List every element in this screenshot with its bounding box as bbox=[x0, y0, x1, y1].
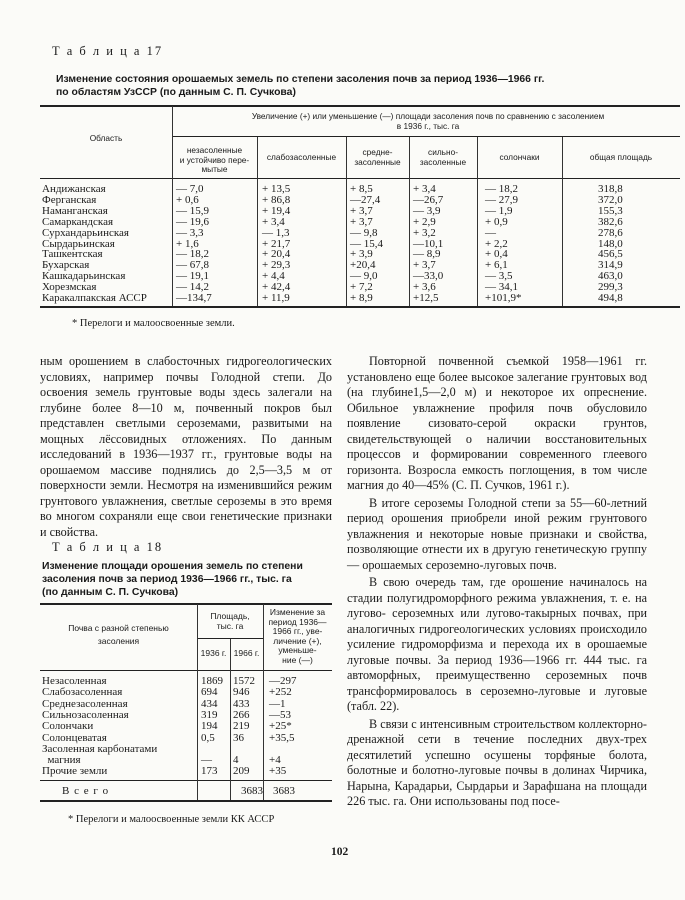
table18-row bbox=[40, 766, 332, 777]
table17-cell: —26,7 bbox=[413, 193, 444, 206]
table17-cell: 299,3 bbox=[598, 281, 623, 294]
table17-col-header: средне- засоленные bbox=[354, 147, 401, 167]
table17-cell: — 15,4 bbox=[350, 237, 383, 250]
table18-cell: 1869 bbox=[201, 675, 223, 687]
table17-cell: + 8,9 bbox=[350, 292, 373, 304]
table17-header-rule bbox=[40, 178, 680, 179]
table17-region-name: Ташкентская bbox=[42, 248, 103, 261]
table18-label: Т а б л и ц а 18 bbox=[52, 540, 164, 554]
table18-footnote: * Перелоги и малоосвоенные земли КК АССР bbox=[68, 814, 275, 825]
table18-total-label: В с е г о bbox=[62, 785, 110, 797]
table17-footnote: * Перелоги и малоосвоенные земли. bbox=[72, 318, 235, 329]
table18-cell: 434 bbox=[201, 697, 218, 710]
table17-row bbox=[40, 217, 680, 228]
table18-caption-line1: Изменение площади орошения земель по степени bbox=[42, 561, 303, 572]
table17-head-group-line2: в 1936 г., тыс. га bbox=[396, 121, 460, 131]
table17-cell: +20,4 bbox=[350, 259, 376, 272]
table17-cell: + 11,9 bbox=[262, 292, 290, 304]
table18-soil-name: Сильнозасоленная bbox=[42, 708, 129, 721]
table17-cell: — 1,9 bbox=[485, 204, 513, 217]
table17-cell: — 14,2 bbox=[176, 281, 209, 294]
table17-region-name: Ферганская bbox=[42, 193, 97, 206]
table18-head-year-1936: 1936 г. bbox=[200, 648, 227, 658]
table17-cell: 314,9 bbox=[598, 259, 623, 272]
table17-col-header: незасоленные и устойчиво пере- мытые bbox=[179, 145, 250, 174]
table18-cell: — bbox=[201, 754, 212, 767]
table17-region-name: Хорезмская bbox=[42, 281, 97, 294]
table18-caption-line3: (по данным С. П. Сучкова) bbox=[42, 587, 179, 598]
table17-cell: 456,5 bbox=[598, 248, 623, 261]
table18-cell: +252 bbox=[269, 686, 292, 699]
table18-cell: 219 bbox=[233, 720, 250, 733]
table18-cell: 173 bbox=[201, 765, 218, 778]
table17-cell: — 3,9 bbox=[413, 204, 441, 217]
table17-head-region: Область bbox=[89, 133, 123, 143]
table17-row bbox=[40, 228, 680, 239]
table17-cell: + 13,5 bbox=[262, 183, 291, 195]
paragraph: Повторной почвенной съемкой 1958—1961 гг. установлено еще более высокое залегание грунтовых вод (на глубине1,5—2,0 м) и некоторое их опреснение. Обильное увлажнение профиля почв обусловило появление сизовато-серой окраски грунтов, свидетельствующей о наличии восстановительных процессов и формировании современного глеевого горизонта. Возросла емкость поглощения, в том числе магния до 40—45% (С. П. Сучков, 1961 г.). bbox=[347, 354, 647, 492]
table17-col-header: общая площадь bbox=[589, 152, 653, 162]
table17-cell: + 3,7 bbox=[350, 204, 373, 217]
table17-cell: + 0,6 bbox=[176, 193, 199, 206]
table18-cell: 694 bbox=[201, 686, 218, 699]
table17-row bbox=[40, 195, 680, 206]
table18-caption-line2: засоления почв за период 1936—1966 гг., тыс. га bbox=[42, 574, 292, 585]
table18-row bbox=[40, 721, 332, 732]
table18-head-area: Площадь, тыс. га bbox=[210, 611, 250, 631]
table17-cell: — 27,9 bbox=[485, 193, 518, 206]
table18-cell: +35,5 bbox=[269, 731, 295, 744]
table17-cell: + 3,7 bbox=[350, 215, 373, 228]
table18-total-row bbox=[40, 786, 332, 797]
table17-cell: — 19,6 bbox=[176, 215, 209, 228]
table17-cell: + 21,7 bbox=[262, 237, 291, 250]
table17-cell: + 6,1 bbox=[485, 259, 508, 272]
table17-region-name: Наманганская bbox=[42, 204, 108, 217]
table18-head-soil: Почва с разной степенью засоления bbox=[68, 623, 169, 646]
table17-row bbox=[40, 206, 680, 217]
left-column-text: ным орошением в слабосточных гидрогеологических условиях, например почвы Голодной степи. До освоения земель грунтовые воды здесь залегали на глубине более 8—10 м, почвенный покров был представлен светлыми сероземами, развитыми на мощных лёссовидных отложениях. По данным исследований в 1936—1937 гг., грунтовые воды на орошаемом массиве поднялись до 2,5—3,5 м от поверхности земли. Несмотря на изменившийся режим грунтового увлажнения, светлые сероземы в это время во многом сохраняли еще свои генетические признаки и свойства. bbox=[40, 354, 332, 539]
table17-cell: 278,6 bbox=[598, 226, 623, 239]
paragraph: В свою очередь там, где орошение начиналось на стадии полугидроморфного режима увлажнения, т. е. на лугово- сероземных или лугово-такырных почвах, при аналогичных гидрогеологических условиях происходило усиление гидроморфизма и перехода их в орошаемые луговые почвы. За период 1936—1966 гг. 444 тыс. га автоморфных, преимущественно сероземных почв трансформировалось в сероземно-луговые и луговые (табл. 22). bbox=[347, 575, 647, 713]
table17-label: Т а б л и ц а 17 bbox=[52, 44, 164, 58]
table17-top-rule bbox=[40, 105, 680, 107]
table17-cell: —134,7 bbox=[176, 292, 212, 304]
table17-cell: — 15,9 bbox=[176, 204, 209, 217]
table17-cell: + 20,4 bbox=[262, 248, 291, 261]
table17-row bbox=[40, 293, 680, 304]
table17-cell: + 1,6 bbox=[176, 237, 199, 250]
table17-cell: — 9,0 bbox=[350, 270, 378, 283]
table17-cell: — 34,1 bbox=[485, 281, 518, 294]
table17-cell: —10,1 bbox=[413, 237, 444, 250]
table17-bottom-rule bbox=[40, 306, 680, 308]
table17-region-name: Самаркандская bbox=[42, 215, 114, 228]
table17-cell: + 7,2 bbox=[350, 281, 373, 294]
table17-cell: 318,8 bbox=[598, 183, 623, 195]
table17-cell: — 9,8 bbox=[350, 226, 378, 239]
table17-cell: + 2,2 bbox=[485, 237, 508, 250]
table17-region-name: Сурхандарьинская bbox=[42, 226, 129, 239]
table17-caption-line2: по областям УзССР (по данным С. П. Сучкова) bbox=[56, 87, 296, 98]
table17-cell: 463,0 bbox=[598, 270, 623, 283]
table18-row bbox=[40, 687, 332, 698]
table18-cell: 266 bbox=[233, 708, 250, 721]
table17-row bbox=[40, 184, 680, 195]
table17-col-header: солончаки bbox=[499, 152, 540, 162]
table17-cell: +101,9* bbox=[485, 292, 522, 304]
table17-cell: + 3,6 bbox=[413, 281, 436, 294]
table17-cell: + 3,2 bbox=[413, 226, 436, 239]
table17-group-rule bbox=[172, 136, 680, 137]
table17-cell: — 18,2 bbox=[176, 248, 209, 261]
table17-cell: —33,0 bbox=[413, 270, 444, 283]
table17-cell: 494,8 bbox=[598, 292, 623, 304]
paragraph: В итоге сероземы Голодной степи за 55—60-летний период орошения приобрели иной режим грунтового увлажнения и некоторые новые признаки и свойства, позволяющие отнести их в другую генетическую группу — орошаемых сероземно-луговых почв. bbox=[347, 495, 647, 572]
table18-cell: 0,5 bbox=[201, 731, 215, 744]
table17-col-header: слабозасоленные bbox=[266, 152, 337, 162]
table17-cell: +12,5 bbox=[413, 292, 439, 304]
table18-cell: 946 bbox=[233, 686, 250, 699]
table17-col-header: сильно- засоленные bbox=[419, 147, 467, 167]
table17-cell: — 19,1 bbox=[176, 270, 209, 283]
table17-cell: + 3,9 bbox=[350, 248, 373, 261]
table18-cell: 4 bbox=[233, 754, 239, 767]
table18-soil-name: Засоленная карбонатами bbox=[42, 742, 158, 755]
table17-region-name: Андижанская bbox=[42, 183, 106, 195]
table18-cell: +4 bbox=[269, 754, 281, 767]
table18-head-year-1966: 1966 г. bbox=[233, 648, 260, 658]
table18-cell: 36 bbox=[233, 731, 244, 744]
table17-cell: + 8,5 bbox=[350, 183, 373, 195]
table17-cell: — 67,8 bbox=[176, 259, 209, 272]
table17-cell: + 0,4 bbox=[485, 248, 508, 261]
table17-cell: 155,3 bbox=[598, 204, 623, 217]
table17-cell: + 3,7 bbox=[413, 259, 436, 272]
table17-cell: — bbox=[485, 226, 496, 239]
table17-region-name: Сырдарьинская bbox=[42, 237, 115, 250]
table17-cell: 372,0 bbox=[598, 193, 623, 206]
table18-cell: 433 bbox=[233, 697, 250, 710]
table17-region-name: Каракалпакская АССР bbox=[42, 292, 147, 304]
table18-cell: 194 bbox=[201, 720, 218, 733]
table18-total-1936: 3683 bbox=[241, 785, 263, 797]
table17-cell: + 2,9 bbox=[413, 215, 436, 228]
table17-caption-line1: Изменение состояния орошаемых земель по степени засоления почв за период 1936—1966 гг. bbox=[56, 74, 545, 85]
table17-cell: — 3,5 bbox=[485, 270, 513, 283]
table17-cell: — 3,3 bbox=[176, 226, 204, 239]
table17-cell: 382,6 bbox=[598, 215, 623, 228]
table17-cell: — 1,3 bbox=[262, 226, 290, 239]
right-column-text bbox=[347, 354, 647, 810]
table18-cell: —1 bbox=[269, 697, 286, 710]
table18-cell: +25* bbox=[269, 720, 292, 733]
table17-head-group-line1: Увеличение (+) или уменьшение (—) площади засоления почв по сравнению с засолением bbox=[251, 111, 605, 121]
table18-cell: —297 bbox=[269, 675, 297, 687]
table17-region-name: Бухарская bbox=[42, 259, 90, 272]
table18-cell: +35 bbox=[269, 765, 287, 778]
paragraph: В связи с интенсивным строительством коллекторно-дренажной сети в течение последних двух-трех десятилетий успешно осушены торфяные болота, болотные и болотно-луговые почвы в долинах Чирчика, Нарына, Карадарьи, Сырдарьи и Зарафшана на площади 226 тыс. га. Они использованы под посе- bbox=[347, 716, 647, 808]
table18-cell: —53 bbox=[269, 708, 291, 721]
table17-cell: + 3,4 bbox=[262, 215, 285, 228]
table18-soil-name: Прочие земли bbox=[42, 765, 108, 778]
table17-cell: — 7,0 bbox=[176, 183, 204, 195]
table18-soil-name: Слабозасоленная bbox=[42, 686, 123, 699]
page-number: 102 bbox=[331, 846, 349, 858]
table18-cell: 209 bbox=[233, 765, 250, 778]
table17-cell: 148,0 bbox=[598, 237, 623, 250]
table17-cell: + 0,9 bbox=[485, 215, 508, 228]
table17-cell: — 18,2 bbox=[485, 183, 518, 195]
table18-soil-name: Солонцеватая bbox=[42, 731, 107, 744]
table17-cell: + 29,3 bbox=[262, 259, 291, 272]
table17-cell: + 86,8 bbox=[262, 193, 291, 206]
table18-soil-name: Незасоленная bbox=[42, 675, 107, 687]
table18-soil-name: магния bbox=[42, 754, 81, 767]
table18-head-change: Изменение за период 1936— 1966 гг., уве- личение (+), уменьше- ние (—) bbox=[268, 607, 327, 665]
table18-cell: 1572 bbox=[233, 675, 255, 687]
table17-cell: + 3,4 bbox=[413, 183, 436, 195]
table18-cell: 319 bbox=[201, 708, 218, 721]
table17-cell: + 19,4 bbox=[262, 204, 291, 217]
table18-total-1966: 3683 bbox=[273, 785, 295, 797]
table17-region-name: Кашкадарьинская bbox=[42, 270, 126, 283]
table17-cell: + 4,4 bbox=[262, 270, 285, 283]
table18-soil-name: Среднезасоленная bbox=[42, 697, 128, 710]
table18-soil-name: Солончаки bbox=[42, 720, 94, 733]
table17-cell: —27,4 bbox=[350, 193, 381, 206]
table18-row bbox=[40, 744, 332, 755]
table17-cell: + 42,4 bbox=[262, 281, 291, 294]
table17-cell: — 8,9 bbox=[413, 248, 441, 261]
